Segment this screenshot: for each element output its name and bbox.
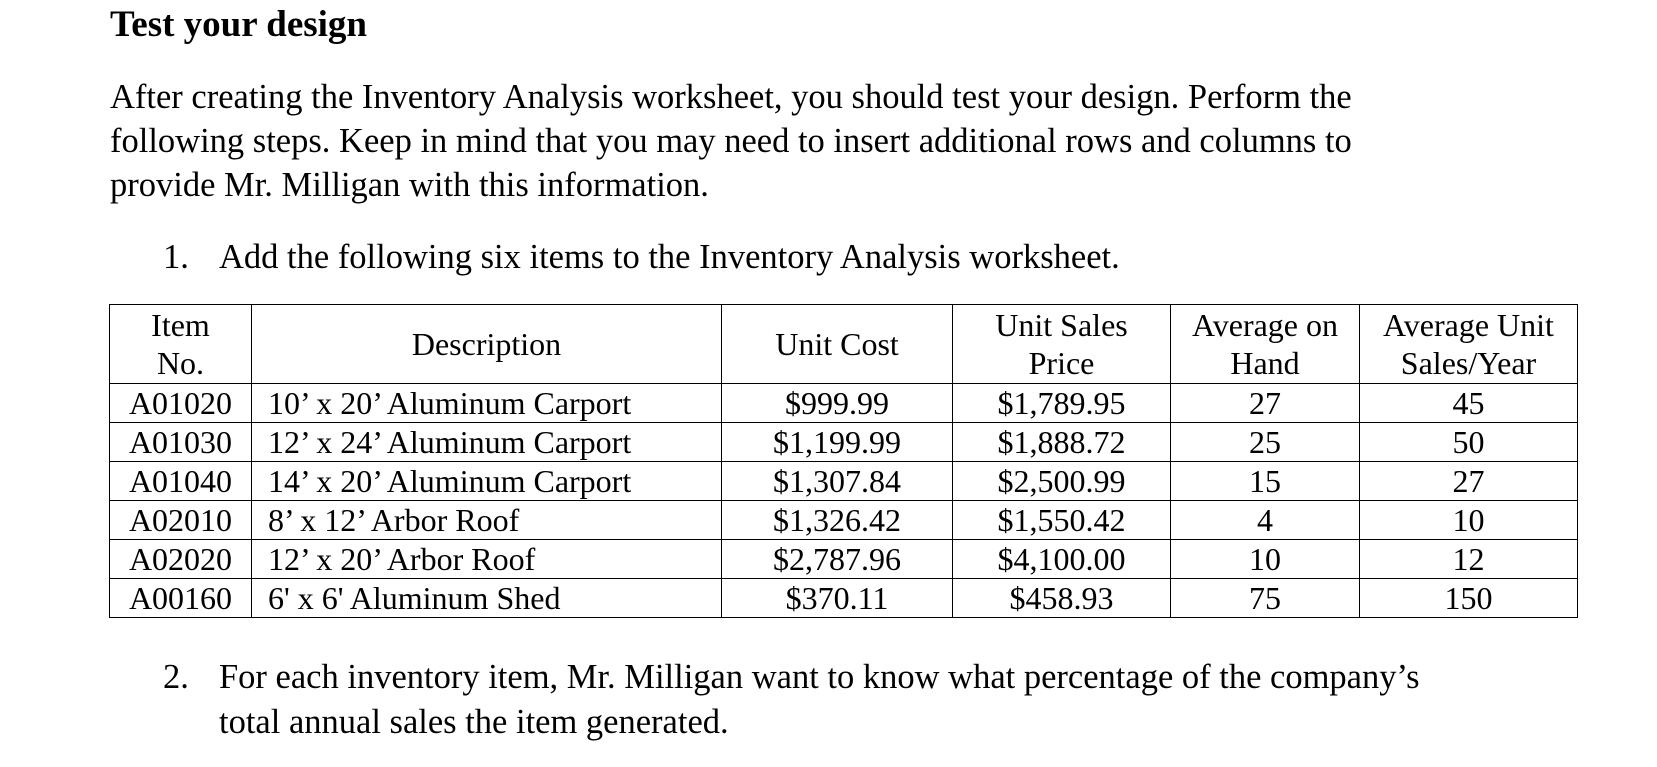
cell-average-unit-sales: 50 xyxy=(1360,423,1578,462)
step-2-line: For each inventory item, Mr. Milligan want to know what percentage of the company’s xyxy=(219,658,1420,696)
cell-description: 6' x 6' Aluminum Shed xyxy=(252,579,722,618)
cell-description: 12’ x 24’ Aluminum Carport xyxy=(252,423,722,462)
cell-unit-sales-price: $4,100.00 xyxy=(953,540,1171,579)
inventory-table xyxy=(109,304,1578,618)
step-1-line: Add the following six items to the Inventory Analysis worksheet. xyxy=(219,238,1120,276)
page-title: Test your design xyxy=(110,4,368,45)
cell-unit-sales-price: $458.93 xyxy=(953,579,1171,618)
cell-unit-cost: $2,787.96 xyxy=(722,540,953,579)
header-item-no: Item No. xyxy=(110,305,252,384)
cell-item-no: A02010 xyxy=(110,501,252,540)
cell-description: 14’ x 20’ Aluminum Carport xyxy=(252,462,722,501)
cell-average-on-hand: 75 xyxy=(1171,579,1360,618)
cell-item-no: A02020 xyxy=(110,540,252,579)
cell-average-unit-sales: 10 xyxy=(1360,501,1578,540)
header-unit-cost: Unit Cost xyxy=(722,305,953,384)
cell-unit-cost: $1,326.42 xyxy=(722,501,953,540)
cell-average-on-hand: 10 xyxy=(1171,540,1360,579)
table-row xyxy=(110,462,1578,501)
table-row xyxy=(110,579,1578,618)
header-average-on-hand: Average on Hand xyxy=(1171,305,1360,384)
cell-average-on-hand: 25 xyxy=(1171,423,1360,462)
cell-average-on-hand: 4 xyxy=(1171,501,1360,540)
cell-item-no: A01030 xyxy=(110,423,252,462)
table-row xyxy=(110,423,1578,462)
cell-unit-cost: $1,199.99 xyxy=(722,423,953,462)
header-unit-sales-price: Unit Sales Price xyxy=(953,305,1171,384)
cell-item-no: A00160 xyxy=(110,579,252,618)
table-header-row xyxy=(110,305,1578,384)
cell-item-no: A01020 xyxy=(110,384,252,423)
step-2 xyxy=(163,655,1583,747)
step-2-number: 2. xyxy=(163,658,189,696)
table-row xyxy=(110,384,1578,423)
cell-description: 8’ x 12’ Arbor Roof xyxy=(252,501,722,540)
intro-line: After creating the Inventory Analysis worksheet, you should test your design. Perform the xyxy=(110,78,1352,116)
intro-line: provide Mr. Milligan with this information. xyxy=(110,166,709,204)
cell-average-unit-sales: 27 xyxy=(1360,462,1578,501)
table-row xyxy=(110,501,1578,540)
step-2-line: total annual sales the item generated. xyxy=(219,703,729,741)
cell-unit-cost: $1,307.84 xyxy=(722,462,953,501)
step-1-text xyxy=(219,235,1539,280)
cell-average-on-hand: 27 xyxy=(1171,384,1360,423)
cell-unit-cost: $999.99 xyxy=(722,384,953,423)
table-row xyxy=(110,540,1578,579)
cell-description: 10’ x 20’ Aluminum Carport xyxy=(252,384,722,423)
cell-average-unit-sales: 150 xyxy=(1360,579,1578,618)
cell-unit-sales-price: $1,550.42 xyxy=(953,501,1171,540)
cell-average-unit-sales: 45 xyxy=(1360,384,1578,423)
header-description: Description xyxy=(252,305,722,384)
cell-average-on-hand: 15 xyxy=(1171,462,1360,501)
step-1-number: 1. xyxy=(163,238,189,276)
cell-item-no: A01040 xyxy=(110,462,252,501)
step-1 xyxy=(163,235,1463,280)
step-2-text xyxy=(219,655,1539,745)
cell-unit-sales-price: $1,888.72 xyxy=(953,423,1171,462)
header-average-unit-sales: Average Unit Sales/Year xyxy=(1360,305,1578,384)
intro-paragraph xyxy=(110,75,1530,207)
cell-description: 12’ x 20’ Arbor Roof xyxy=(252,540,722,579)
cell-unit-sales-price: $1,789.95 xyxy=(953,384,1171,423)
cell-unit-cost: $370.11 xyxy=(722,579,953,618)
cell-average-unit-sales: 12 xyxy=(1360,540,1578,579)
intro-line: following steps. Keep in mind that you may need to insert additional rows and columns to xyxy=(110,122,1352,160)
cell-unit-sales-price: $2,500.99 xyxy=(953,462,1171,501)
